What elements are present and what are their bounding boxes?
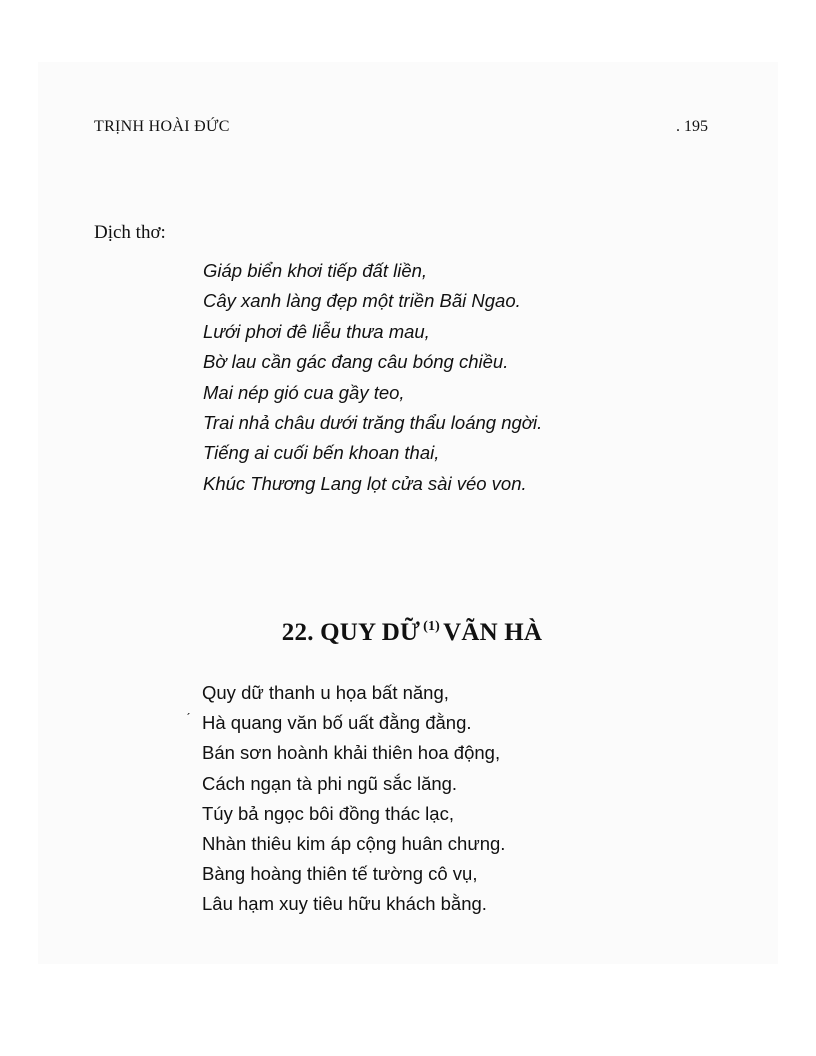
translation-line: Tiếng ai cuối bến khoan thai, [203, 442, 440, 464]
poem-line: Bán sơn hoành khải thiên hoa động, [202, 742, 501, 764]
section-title [0, 619, 816, 647]
poem-line: Túy bả ngọc bôi đồng thác lạc, [202, 802, 454, 824]
poem-line: Bàng hoàng thiên tế tường cô vụ, [202, 863, 478, 885]
poem-line: Nhàn thiêu kim áp cộng huân chưng. [202, 832, 506, 854]
poem-line: Lâu hạm xuy tiêu hữu khách bằng. [202, 893, 487, 915]
section-title-end: VÃN HÀ [443, 619, 543, 646]
translation-label: Dịch thơ: [94, 222, 166, 243]
translation-line: Mai nép gió cua gầy teo, [203, 381, 405, 403]
running-header-author: TRỊNH HOÀI ĐỨC [94, 118, 230, 135]
poem-line: Quy dữ thanh u họa bất năng, [202, 682, 449, 703]
translation-line: Cây xanh làng đẹp một triền Bãi Ngao. [203, 290, 521, 312]
translation-line: Giáp biển khơi tiếp đất liền, [203, 260, 428, 281]
translation-line: Lưới phơi đê liễu thưa mau, [203, 320, 430, 342]
poem-line: Cách ngạn tà phi ngũ sắc lăng. [202, 772, 458, 794]
poem-line: Hà quang văn bố uất đằng đằng. [202, 712, 472, 734]
translation-line: Bờ lau cần gác đang câu bóng chiều. [203, 351, 509, 373]
original-poem [202, 678, 505, 920]
translation-line: Trai nhả châu dưới trăng thẩu loáng ngời. [203, 411, 543, 433]
translation-verse [203, 256, 542, 499]
page-number: . 195 [676, 118, 708, 135]
section-title-start: 22. QUY DỮ [281, 619, 421, 646]
footnote-marker: (1) [423, 619, 441, 634]
translation-line: Khúc Thương Lang lọt cửa sài véo von. [203, 472, 527, 494]
stray-mark: ˊ [186, 710, 191, 726]
